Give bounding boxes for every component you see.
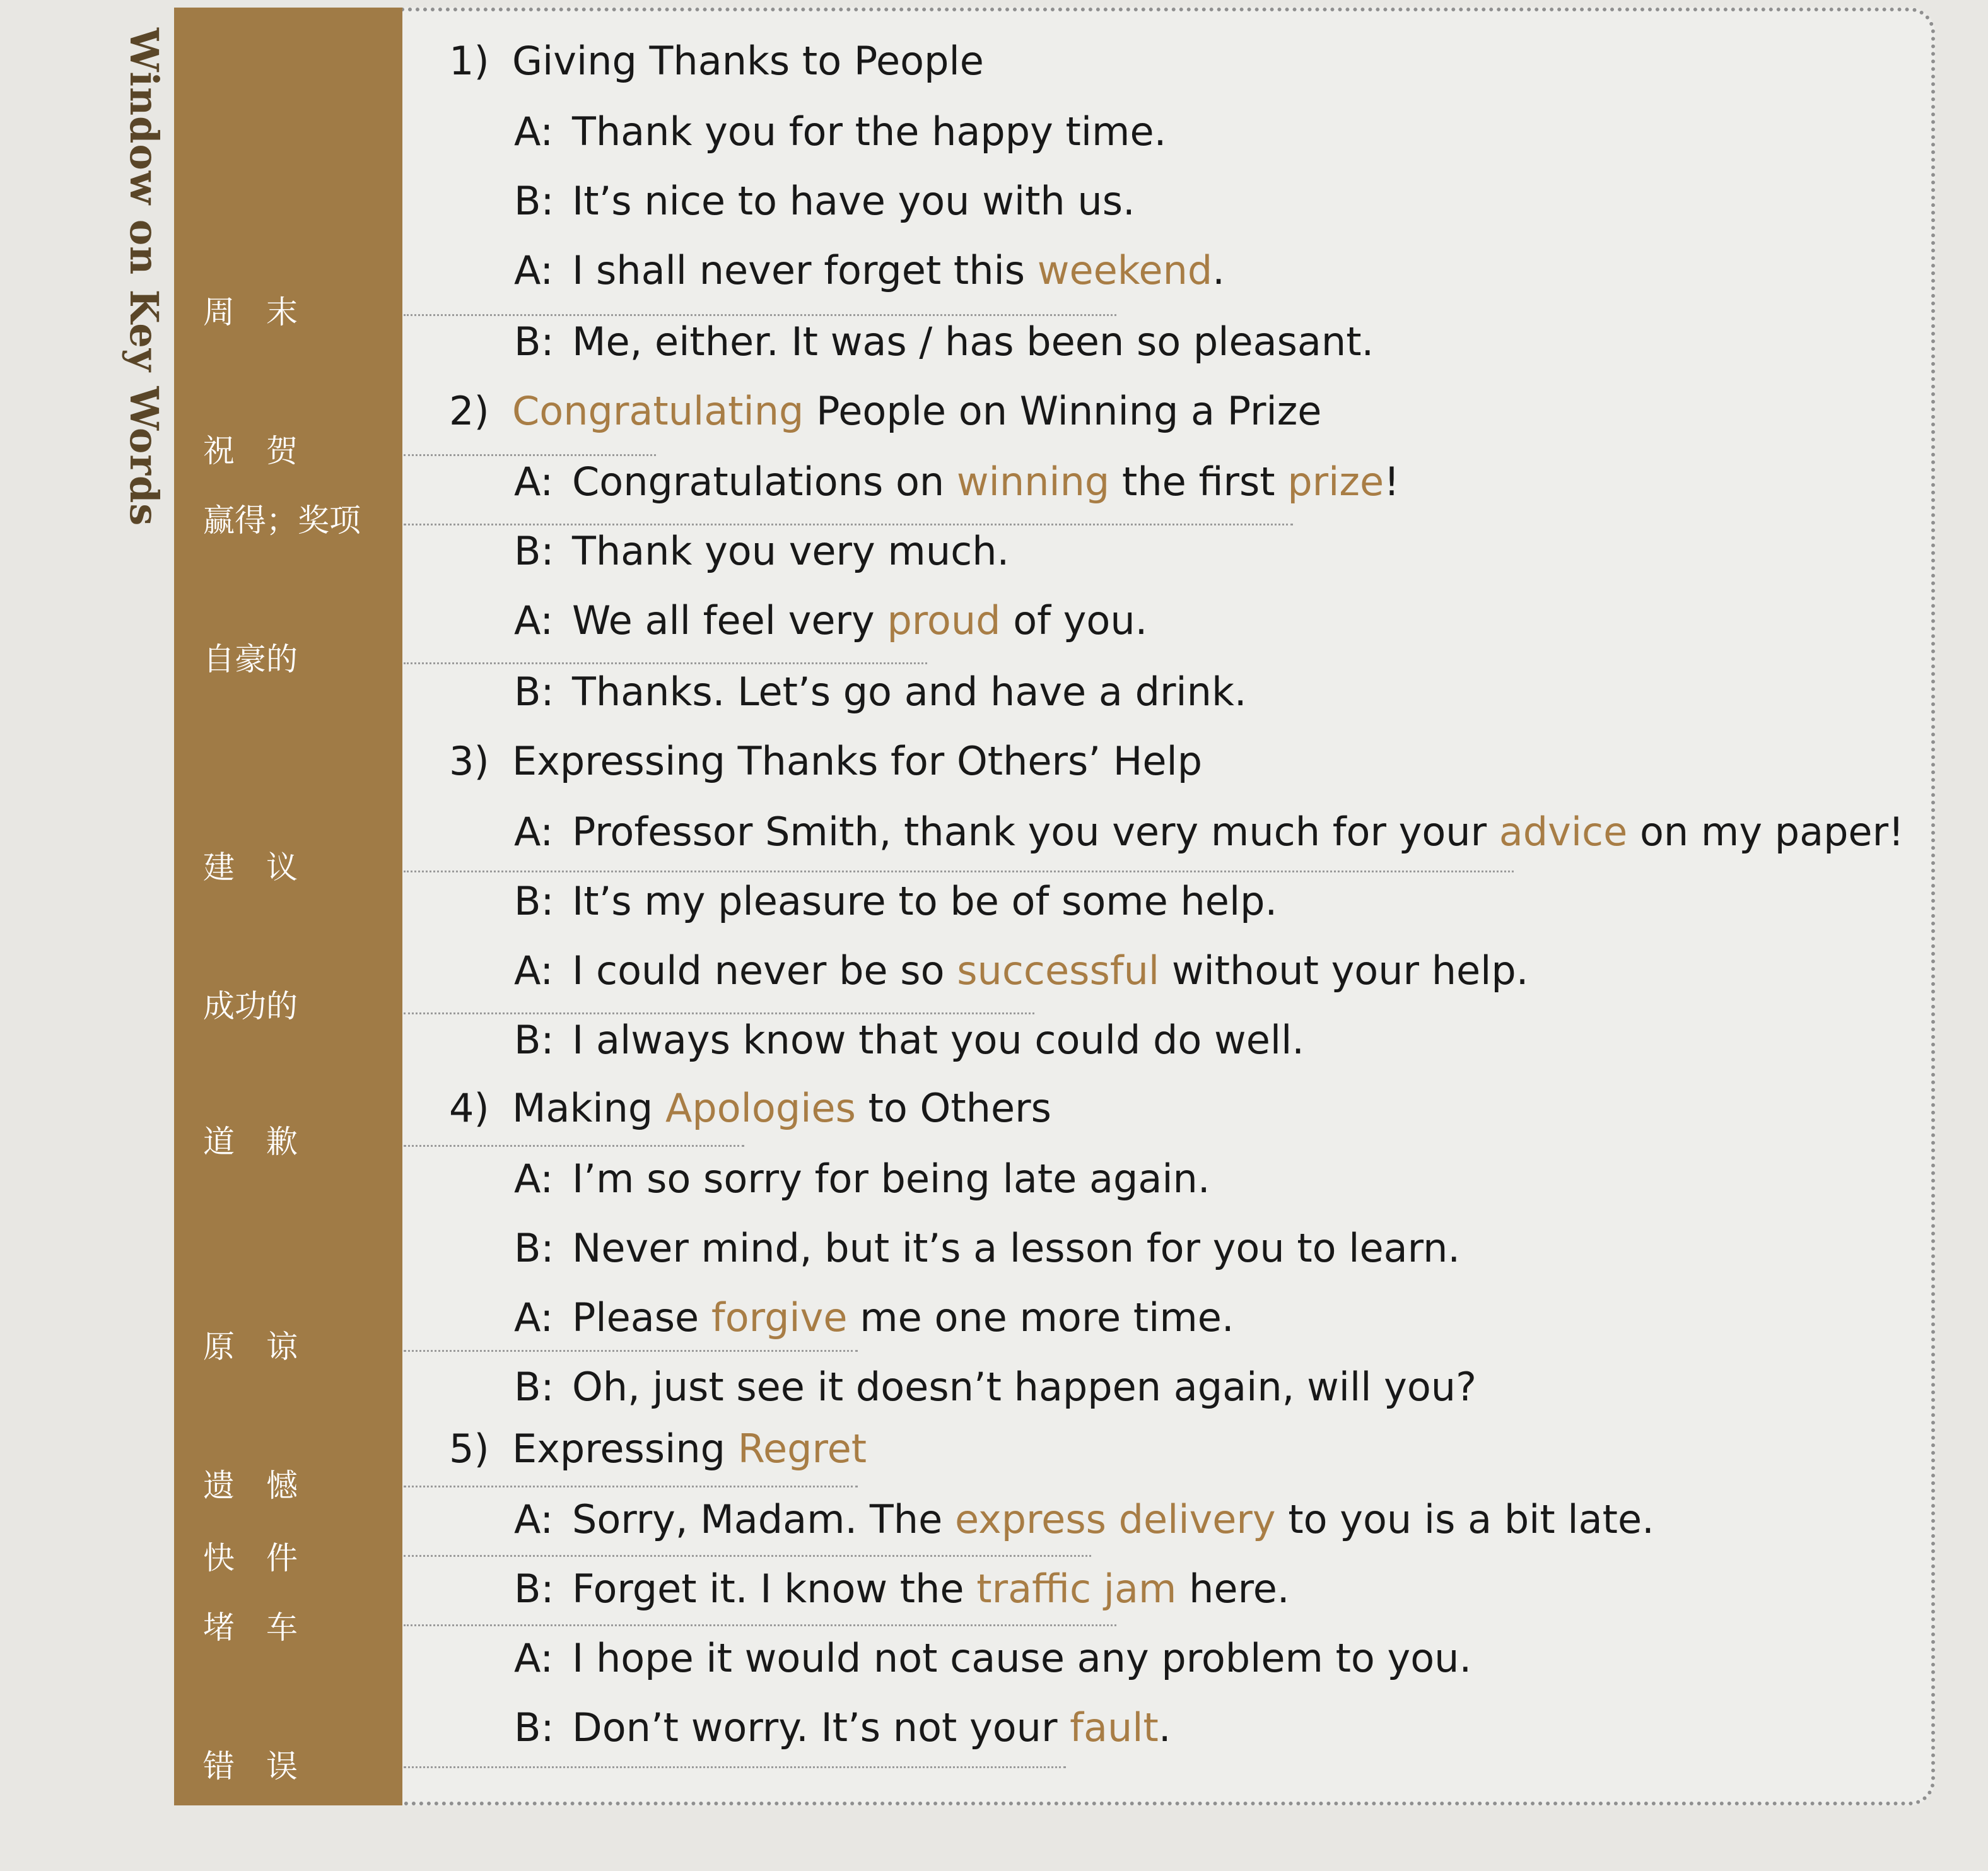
leader-line (404, 662, 927, 664)
text-run: Me, either. It was / has been so pleasant. (572, 319, 1374, 365)
text-run: ! (1384, 459, 1400, 505)
leader-line (404, 871, 1514, 872)
leader-line (404, 454, 656, 456)
text-run: to Others (855, 1085, 1051, 1131)
key-word-gloss: 建 议 (203, 849, 298, 886)
key-word-gloss: 成功的 (203, 988, 298, 1024)
dialogue-line (514, 809, 1904, 855)
text-run: Never mind, but it’s a lesson for you to learn. (572, 1225, 1461, 1271)
dialogue-line (514, 459, 1400, 505)
text-run: Oh, just see it doesn’t happen again, will you? (572, 1364, 1476, 1410)
speaker-label: A: (514, 247, 554, 293)
dialogue-line (514, 669, 1247, 715)
section-title (449, 38, 984, 84)
sidebar-title: Window on Key Words (121, 28, 167, 527)
text-run: Don’t worry. It’s not your (572, 1704, 1070, 1751)
key-word: Regret (737, 1426, 867, 1472)
text-run: I always know that you could do well. (572, 1017, 1305, 1063)
text-run: without your help. (1159, 947, 1529, 994)
text-run: I hope it would not cause any problem to you. (572, 1635, 1472, 1681)
section-title (449, 388, 1321, 434)
text-run: . (1158, 1704, 1171, 1751)
text-run: me one more time. (847, 1294, 1234, 1340)
text-run: Forget it. I know the (572, 1566, 977, 1612)
section-title (449, 1426, 867, 1472)
key-word-gloss: 快 件 (203, 1540, 298, 1576)
section-number: 1) (449, 38, 489, 84)
leader-line (404, 314, 1116, 316)
dialogue-line (514, 319, 1374, 365)
text-run: It’s my pleasure to be of some help. (572, 878, 1278, 924)
key-word-gloss: 遗 憾 (203, 1467, 298, 1504)
text-run: Expressing Thanks for Others’ Help (512, 738, 1203, 784)
speaker-label: A: (514, 1294, 554, 1340)
dialogue-line (514, 247, 1225, 293)
dialogue-line (514, 1156, 1210, 1202)
key-word: winning (956, 459, 1110, 505)
speaker-label: A: (514, 1496, 554, 1542)
speaker-label: B: (514, 178, 554, 224)
dialogue-line (514, 1364, 1476, 1410)
key-word: forgive (711, 1294, 848, 1340)
section-number: 2) (449, 388, 489, 434)
speaker-label: B: (514, 1566, 554, 1612)
text-run: It’s nice to have you with us. (572, 178, 1135, 224)
speaker-label: B: (514, 319, 554, 365)
dialogue-line (514, 109, 1166, 155)
text-run: Sorry, Madam. The (572, 1496, 955, 1542)
dialogue-line (514, 1496, 1654, 1542)
key-word: successful (957, 947, 1160, 994)
dialogue-line (514, 1635, 1471, 1681)
speaker-label: B: (514, 528, 554, 574)
leader-line (404, 1350, 858, 1352)
key-word: traffic jam (976, 1566, 1177, 1612)
dialogue-line (514, 597, 1147, 643)
key-words-sidebar (174, 8, 402, 1805)
speaker-label: A: (514, 459, 554, 505)
text-run: to you is a bit late. (1275, 1496, 1654, 1542)
speaker-label: B: (514, 1704, 554, 1751)
leader-line (404, 1766, 1066, 1768)
text-run: Thank you for the happy time. (572, 109, 1167, 155)
section-title (449, 1085, 1051, 1131)
dialogue-line (514, 528, 1009, 574)
key-word: weekend (1037, 247, 1213, 293)
speaker-label: B: (514, 1017, 554, 1063)
dialogue-line (514, 1017, 1304, 1063)
text-run: Expressing (512, 1426, 738, 1472)
key-word: express delivery (954, 1496, 1276, 1542)
text-run: I’m so sorry for being late again. (572, 1156, 1210, 1202)
key-word: fault (1070, 1704, 1159, 1751)
key-word-gloss: 道 歉 (203, 1123, 298, 1160)
dialogue-line (514, 947, 1528, 994)
dialogue-line (514, 1225, 1460, 1271)
key-word: Apologies (665, 1085, 856, 1131)
speaker-label: A: (514, 1635, 554, 1681)
speaker-label: A: (514, 1156, 554, 1202)
text-run: Professor Smith, thank you very much for your (572, 809, 1499, 855)
speaker-label: A: (514, 597, 554, 643)
dialogue-line (514, 1566, 1290, 1612)
speaker-label: B: (514, 1364, 554, 1410)
text-run: on my paper! (1627, 809, 1904, 855)
text-run: I shall never forget this (572, 247, 1038, 293)
text-run: People on Winning a Prize (804, 388, 1322, 434)
key-word-gloss: 原 谅 (203, 1328, 298, 1365)
text-run: I could never be so (572, 947, 957, 994)
dialogue-line (514, 1294, 1234, 1340)
text-run: Congratulations on (572, 459, 957, 505)
key-word-gloss: 周 末 (203, 294, 298, 331)
leader-line (404, 1555, 1091, 1557)
section-number: 4) (449, 1085, 489, 1131)
section-number: 5) (449, 1426, 489, 1472)
key-word-gloss: 错 误 (203, 1748, 298, 1785)
speaker-label: A: (514, 109, 554, 155)
key-word-gloss: 祝 贺 (203, 433, 298, 469)
section-number: 3) (449, 738, 489, 784)
dialogue-line (514, 878, 1277, 924)
text-run: Making (512, 1085, 665, 1131)
leader-line (404, 1145, 744, 1147)
key-word: Congratulating (512, 388, 804, 434)
key-word-gloss: 自豪的 (203, 641, 298, 677)
speaker-label: A: (514, 947, 554, 994)
key-word: proud (887, 597, 1001, 643)
text-run: Thank you very much. (572, 528, 1010, 574)
dialogue-line (514, 1704, 1171, 1751)
text-run: Please (572, 1294, 711, 1340)
text-run: the first (1109, 459, 1288, 505)
key-word: advice (1499, 809, 1628, 855)
speaker-label: B: (514, 669, 554, 715)
key-word-gloss: 堵 车 (203, 1609, 298, 1646)
section-title (449, 738, 1202, 784)
dialogue-line (514, 178, 1135, 224)
speaker-label: B: (514, 878, 554, 924)
leader-line (404, 1486, 858, 1487)
text-run: . (1212, 247, 1225, 293)
text-run: Thanks. Let’s go and have a drink. (572, 669, 1247, 715)
key-word: prize (1287, 459, 1384, 505)
speaker-label: A: (514, 809, 554, 855)
key-word-gloss: 赢得；奖项 (203, 502, 361, 539)
leader-line (404, 1012, 1034, 1014)
speaker-label: B: (514, 1225, 554, 1271)
text-run: of you. (1000, 597, 1148, 643)
text-run: We all feel very (572, 597, 887, 643)
text-run: Giving Thanks to People (512, 38, 984, 84)
leader-line (404, 524, 1293, 525)
text-run: here. (1176, 1566, 1290, 1612)
leader-line (404, 1624, 1116, 1626)
